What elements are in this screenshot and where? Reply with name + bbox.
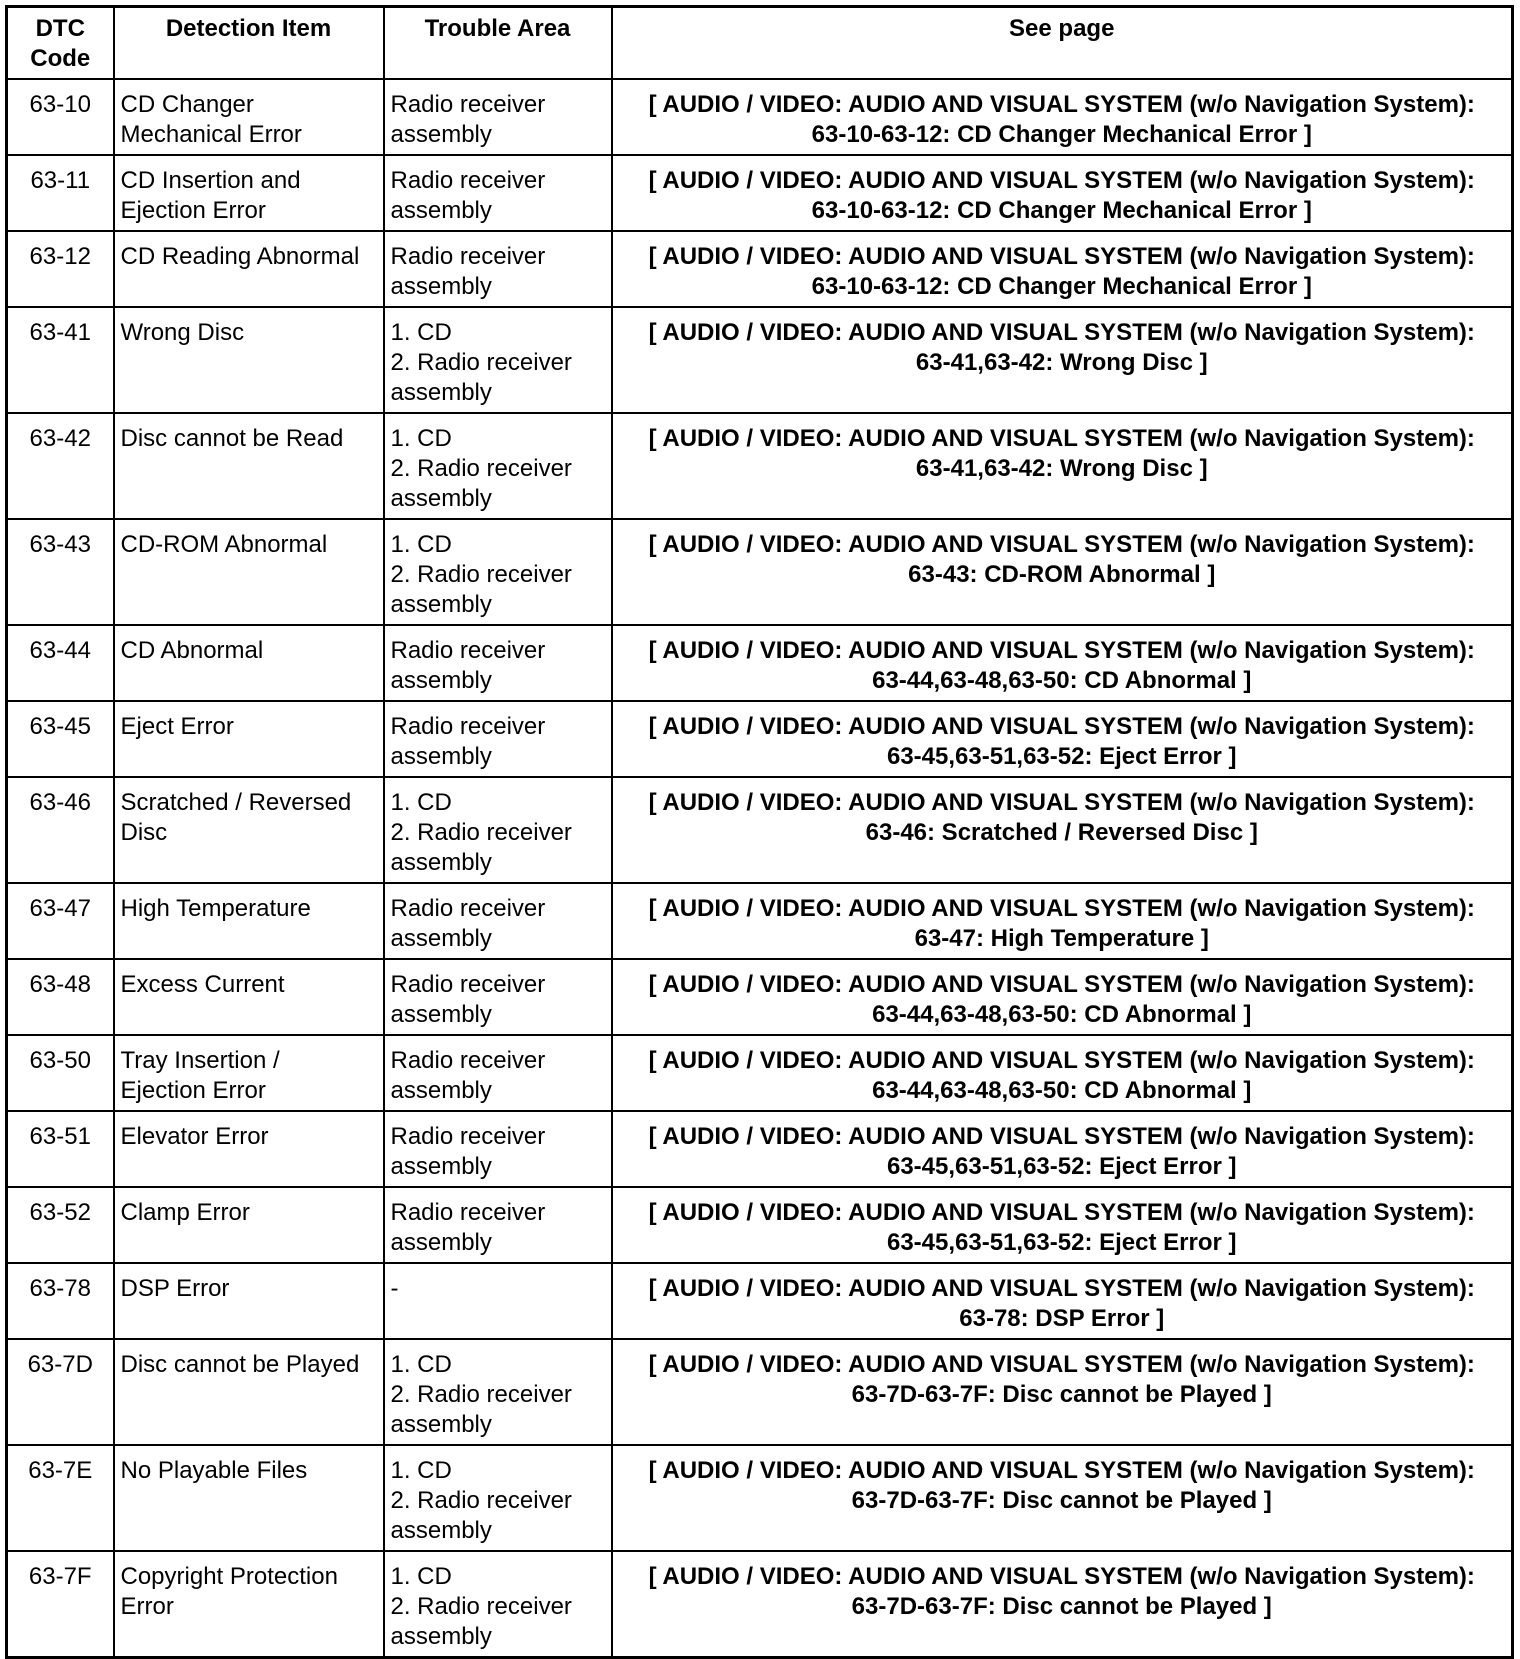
header-detection-item: Detection Item	[114, 7, 384, 80]
header-see-page: See page	[612, 7, 1513, 80]
trouble-area-cell-line: assembly	[390, 121, 492, 148]
trouble-area-cell-line: assembly	[390, 591, 492, 618]
table-row	[7, 413, 1513, 519]
trouble-area-cell	[384, 1263, 612, 1339]
table-row	[7, 155, 1513, 231]
trouble-area-cell-line: assembly	[390, 1077, 492, 1104]
see-page-link-line[interactable]: [ AUDIO / VIDEO: AUDIO AND VISUAL SYSTEM (w/o Navigation System):	[648, 637, 1475, 664]
trouble-area-cell-line: assembly	[390, 849, 492, 876]
see-page-link-line[interactable]: 63-7D-63-7F: Disc cannot be Played ]	[851, 1593, 1272, 1620]
dtc-table	[5, 5, 1514, 1659]
detection-item-cell	[114, 1445, 384, 1551]
trouble-area-cell-line: Radio receiver	[390, 713, 546, 740]
trouble-area-cell	[384, 231, 612, 307]
see-page-link-line[interactable]: [ AUDIO / VIDEO: AUDIO AND VISUAL SYSTEM (w/o Navigation System):	[648, 1275, 1475, 1302]
see-page-link-line[interactable]: 63-41,63-42: Wrong Disc ]	[915, 349, 1208, 376]
table-row	[7, 883, 1513, 959]
see-page-link[interactable]	[612, 959, 1513, 1035]
detection-item-cell-line: Ejection Error	[120, 197, 266, 224]
detection-item-cell-line: Error	[120, 1593, 174, 1620]
trouble-area-cell	[384, 1445, 612, 1551]
see-page-link[interactable]	[612, 1035, 1513, 1111]
trouble-area-cell-line: 1. CD	[390, 1351, 452, 1378]
trouble-area-cell-line: assembly	[390, 273, 492, 300]
see-page-link-line[interactable]: 63-41,63-42: Wrong Disc ]	[915, 455, 1208, 482]
see-page-link-line[interactable]: [ AUDIO / VIDEO: AUDIO AND VISUAL SYSTEM (w/o Navigation System):	[648, 425, 1475, 452]
detection-item-cell-line: Tray Insertion /	[120, 1047, 280, 1074]
see-page-link[interactable]	[612, 883, 1513, 959]
detection-item-cell	[114, 625, 384, 701]
detection-item-cell-line: DSP Error	[120, 1275, 230, 1302]
header-dtc-code	[7, 7, 114, 80]
see-page-link-line[interactable]: [ AUDIO / VIDEO: AUDIO AND VISUAL SYSTEM (w/o Navigation System):	[648, 713, 1475, 740]
detection-item-cell-line: Disc cannot be Read	[120, 425, 344, 452]
detection-item-cell-line: Copyright Protection	[120, 1563, 338, 1590]
dtc-code-cell: 63-41	[7, 307, 114, 413]
table-body	[7, 79, 1513, 1658]
detection-item-cell-line: Clamp Error	[120, 1199, 250, 1226]
detection-item-cell	[114, 1263, 384, 1339]
detection-item-cell-line: CD Abnormal	[120, 637, 264, 664]
trouble-area-cell-line: Radio receiver	[390, 1047, 546, 1074]
dtc-code-cell: 63-44	[7, 625, 114, 701]
trouble-area-cell-line: 1. CD	[390, 1563, 452, 1590]
see-page-link-line[interactable]: 63-44,63-48,63-50: CD Abnormal ]	[872, 1077, 1252, 1104]
trouble-area-cell-line: Radio receiver	[390, 1199, 546, 1226]
detection-item-cell	[114, 1551, 384, 1658]
trouble-area-cell-line: 1. CD	[390, 425, 452, 452]
see-page-link-line[interactable]: [ AUDIO / VIDEO: AUDIO AND VISUAL SYSTEM (w/o Navigation System):	[648, 789, 1475, 816]
see-page-link[interactable]	[612, 307, 1513, 413]
dtc-table-wrapper	[5, 5, 1514, 1659]
trouble-area-cell-line: 2. Radio receiver	[390, 819, 572, 846]
trouble-area-cell	[384, 155, 612, 231]
trouble-area-cell	[384, 701, 612, 777]
see-page-link-line[interactable]: 63-45,63-51,63-52: Eject Error ]	[886, 743, 1237, 770]
trouble-area-cell-line: 1. CD	[390, 1457, 452, 1484]
see-page-link[interactable]	[612, 231, 1513, 307]
see-page-link-line[interactable]: 63-45,63-51,63-52: Eject Error ]	[886, 1229, 1237, 1256]
see-page-link-line[interactable]: 63-45,63-51,63-52: Eject Error ]	[886, 1153, 1237, 1180]
trouble-area-cell-line: assembly	[390, 197, 492, 224]
see-page-link[interactable]	[612, 701, 1513, 777]
dtc-code-cell: 63-78	[7, 1263, 114, 1339]
table-row	[7, 1111, 1513, 1187]
detection-item-cell	[114, 79, 384, 155]
see-page-link[interactable]	[612, 625, 1513, 701]
trouble-area-cell	[384, 1187, 612, 1263]
see-page-link-line[interactable]: 63-78: DSP Error ]	[959, 1305, 1165, 1332]
dtc-code-cell: 63-52	[7, 1187, 114, 1263]
see-page-link-line[interactable]: 63-43: CD-ROM Abnormal ]	[908, 561, 1216, 588]
dtc-code-cell: 63-7E	[7, 1445, 114, 1551]
see-page-link-line[interactable]: [ AUDIO / VIDEO: AUDIO AND VISUAL SYSTEM (w/o Navigation System):	[648, 1199, 1475, 1226]
see-page-link-line[interactable]: 63-7D-63-7F: Disc cannot be Played ]	[851, 1487, 1272, 1514]
detection-item-cell-line: Disc	[120, 819, 168, 846]
see-page-link-line[interactable]: [ AUDIO / VIDEO: AUDIO AND VISUAL SYSTEM (w/o Navigation System):	[648, 1123, 1475, 1150]
see-page-link-line[interactable]: [ AUDIO / VIDEO: AUDIO AND VISUAL SYSTEM (w/o Navigation System):	[648, 531, 1475, 558]
see-page-link[interactable]	[612, 1445, 1513, 1551]
see-page-link[interactable]	[612, 1551, 1513, 1658]
trouble-area-cell-line: assembly	[390, 1411, 492, 1438]
see-page-link[interactable]	[612, 1187, 1513, 1263]
trouble-area-cell	[384, 777, 612, 883]
see-page-link-line[interactable]: [ AUDIO / VIDEO: AUDIO AND VISUAL SYSTEM (w/o Navigation System):	[648, 243, 1475, 270]
table-row	[7, 1339, 1513, 1445]
detection-item-cell	[114, 231, 384, 307]
detection-item-cell	[114, 701, 384, 777]
detection-item-cell	[114, 883, 384, 959]
table-row	[7, 231, 1513, 307]
trouble-area-cell-line: assembly	[390, 1153, 492, 1180]
see-page-link-line[interactable]: [ AUDIO / VIDEO: AUDIO AND VISUAL SYSTEM (w/o Navigation System):	[648, 1563, 1475, 1590]
see-page-link[interactable]	[612, 519, 1513, 625]
dtc-code-cell: 63-11	[7, 155, 114, 231]
table-row	[7, 625, 1513, 701]
detection-item-cell-line: Ejection Error	[120, 1077, 266, 1104]
see-page-link-line[interactable]: [ AUDIO / VIDEO: AUDIO AND VISUAL SYSTEM (w/o Navigation System):	[648, 91, 1475, 118]
see-page-link-line[interactable]: 63-46: Scratched / Reversed Disc ]	[865, 819, 1258, 846]
table-row	[7, 1263, 1513, 1339]
see-page-link-line[interactable]: 63-47: High Temperature ]	[914, 925, 1209, 952]
see-page-link[interactable]	[612, 1263, 1513, 1339]
detection-item-cell	[114, 1187, 384, 1263]
see-page-link[interactable]	[612, 79, 1513, 155]
detection-item-cell	[114, 1339, 384, 1445]
detection-item-cell-line: Scratched / Reversed	[120, 789, 352, 816]
see-page-link-line[interactable]: [ AUDIO / VIDEO: AUDIO AND VISUAL SYSTEM (w/o Navigation System):	[648, 1457, 1475, 1484]
detection-item-cell-line: CD Insertion and	[120, 167, 301, 194]
see-page-link-line[interactable]: 63-44,63-48,63-50: CD Abnormal ]	[872, 667, 1252, 694]
trouble-area-cell	[384, 1111, 612, 1187]
dtc-code-cell: 63-7D	[7, 1339, 114, 1445]
trouble-area-cell	[384, 413, 612, 519]
table-row	[7, 777, 1513, 883]
detection-item-cell-line: CD-ROM Abnormal	[120, 531, 328, 558]
see-page-link-line[interactable]: 63-10-63-12: CD Changer Mechanical Error ]	[811, 197, 1312, 224]
dtc-code-cell: 63-12	[7, 231, 114, 307]
see-page-link-line[interactable]: [ AUDIO / VIDEO: AUDIO AND VISUAL SYSTEM (w/o Navigation System):	[648, 971, 1475, 998]
see-page-link-line[interactable]: 63-10-63-12: CD Changer Mechanical Error ]	[811, 273, 1312, 300]
trouble-area-cell-line: assembly	[390, 667, 492, 694]
trouble-area-cell-line: Radio receiver	[390, 1123, 546, 1150]
table-header-row	[7, 7, 1513, 80]
dtc-code-cell: 63-51	[7, 1111, 114, 1187]
see-page-link-line[interactable]: [ AUDIO / VIDEO: AUDIO AND VISUAL SYSTEM (w/o Navigation System):	[648, 167, 1475, 194]
trouble-area-cell	[384, 519, 612, 625]
see-page-link[interactable]	[612, 155, 1513, 231]
table-row	[7, 1445, 1513, 1551]
trouble-area-cell-line: 1. CD	[390, 319, 452, 346]
table-row	[7, 307, 1513, 413]
table-row	[7, 79, 1513, 155]
see-page-link[interactable]	[612, 413, 1513, 519]
detection-item-cell	[114, 1035, 384, 1111]
table-row	[7, 1187, 1513, 1263]
detection-item-cell	[114, 307, 384, 413]
detection-item-cell	[114, 413, 384, 519]
trouble-area-cell-line: 1. CD	[390, 789, 452, 816]
see-page-link-line[interactable]: [ AUDIO / VIDEO: AUDIO AND VISUAL SYSTEM (w/o Navigation System):	[648, 1351, 1475, 1378]
detection-item-cell-line: Wrong Disc	[120, 319, 245, 346]
trouble-area-cell-line: -	[390, 1275, 399, 1302]
dtc-code-cell: 63-7F	[7, 1551, 114, 1658]
dtc-code-cell: 63-48	[7, 959, 114, 1035]
trouble-area-cell-line: 2. Radio receiver	[390, 1381, 572, 1408]
trouble-area-cell	[384, 307, 612, 413]
trouble-area-cell-line: Radio receiver	[390, 895, 546, 922]
trouble-area-cell-line: assembly	[390, 379, 492, 406]
detection-item-cell	[114, 155, 384, 231]
trouble-area-cell-line: Radio receiver	[390, 91, 546, 118]
trouble-area-cell-line: assembly	[390, 1001, 492, 1028]
trouble-area-cell	[384, 1551, 612, 1658]
table-row	[7, 1035, 1513, 1111]
dtc-code-cell: 63-47	[7, 883, 114, 959]
trouble-area-cell	[384, 79, 612, 155]
trouble-area-cell-line: Radio receiver	[390, 167, 546, 194]
trouble-area-cell-line: assembly	[390, 925, 492, 952]
detection-item-cell-line: Mechanical Error	[120, 121, 302, 148]
detection-item-cell-line: Excess Current	[120, 971, 285, 998]
table-row	[7, 519, 1513, 625]
detection-item-cell	[114, 777, 384, 883]
trouble-area-cell-line: Radio receiver	[390, 971, 546, 998]
detection-item-cell-line: No Playable Files	[120, 1457, 308, 1484]
trouble-area-cell	[384, 625, 612, 701]
header-dtc-code-line1: DTC	[35, 15, 85, 42]
header-trouble-area: Trouble Area	[384, 7, 612, 80]
see-page-link-line[interactable]: 63-7D-63-7F: Disc cannot be Played ]	[851, 1381, 1272, 1408]
table-row	[7, 959, 1513, 1035]
detection-item-cell	[114, 519, 384, 625]
trouble-area-cell-line: assembly	[390, 485, 492, 512]
trouble-area-cell-line: 2. Radio receiver	[390, 1487, 572, 1514]
see-page-link-line[interactable]: [ AUDIO / VIDEO: AUDIO AND VISUAL SYSTEM (w/o Navigation System):	[648, 319, 1475, 346]
see-page-link[interactable]	[612, 777, 1513, 883]
trouble-area-cell-line: assembly	[390, 743, 492, 770]
dtc-code-cell: 63-10	[7, 79, 114, 155]
detection-item-cell-line: CD Reading Abnormal	[120, 243, 360, 270]
see-page-link-line[interactable]: [ AUDIO / VIDEO: AUDIO AND VISUAL SYSTEM (w/o Navigation System):	[648, 895, 1475, 922]
see-page-link[interactable]	[612, 1111, 1513, 1187]
dtc-code-cell: 63-46	[7, 777, 114, 883]
detection-item-cell-line: CD Changer	[120, 91, 254, 118]
detection-item-cell	[114, 1111, 384, 1187]
trouble-area-cell-line: assembly	[390, 1229, 492, 1256]
trouble-area-cell-line: 2. Radio receiver	[390, 561, 572, 588]
detection-item-cell-line: Disc cannot be Played	[120, 1351, 360, 1378]
trouble-area-cell-line: 2. Radio receiver	[390, 349, 572, 376]
detection-item-cell-line: High Temperature	[120, 895, 311, 922]
trouble-area-cell-line: Radio receiver	[390, 637, 546, 664]
dtc-code-cell: 63-45	[7, 701, 114, 777]
detection-item-cell-line: Eject Error	[120, 713, 234, 740]
trouble-area-cell	[384, 1035, 612, 1111]
trouble-area-cell-line: 2. Radio receiver	[390, 455, 572, 482]
trouble-area-cell-line: Radio receiver	[390, 243, 546, 270]
detection-item-cell	[114, 959, 384, 1035]
dtc-code-cell: 63-50	[7, 1035, 114, 1111]
dtc-code-cell: 63-43	[7, 519, 114, 625]
table-row	[7, 701, 1513, 777]
trouble-area-cell-line: 1. CD	[390, 531, 452, 558]
trouble-area-cell	[384, 883, 612, 959]
detection-item-cell-line: Elevator Error	[120, 1123, 269, 1150]
trouble-area-cell-line: assembly	[390, 1623, 492, 1650]
see-page-link[interactable]	[612, 1339, 1513, 1445]
trouble-area-cell-line: 2. Radio receiver	[390, 1593, 572, 1620]
see-page-link-line[interactable]: [ AUDIO / VIDEO: AUDIO AND VISUAL SYSTEM (w/o Navigation System):	[648, 1047, 1475, 1074]
trouble-area-cell-line: assembly	[390, 1517, 492, 1544]
trouble-area-cell	[384, 959, 612, 1035]
dtc-code-cell: 63-42	[7, 413, 114, 519]
see-page-link-line[interactable]: 63-10-63-12: CD Changer Mechanical Error ]	[811, 121, 1312, 148]
header-dtc-code-line2: Code	[30, 45, 91, 72]
see-page-link-line[interactable]: 63-44,63-48,63-50: CD Abnormal ]	[872, 1001, 1252, 1028]
table-row	[7, 1551, 1513, 1658]
trouble-area-cell	[384, 1339, 612, 1445]
